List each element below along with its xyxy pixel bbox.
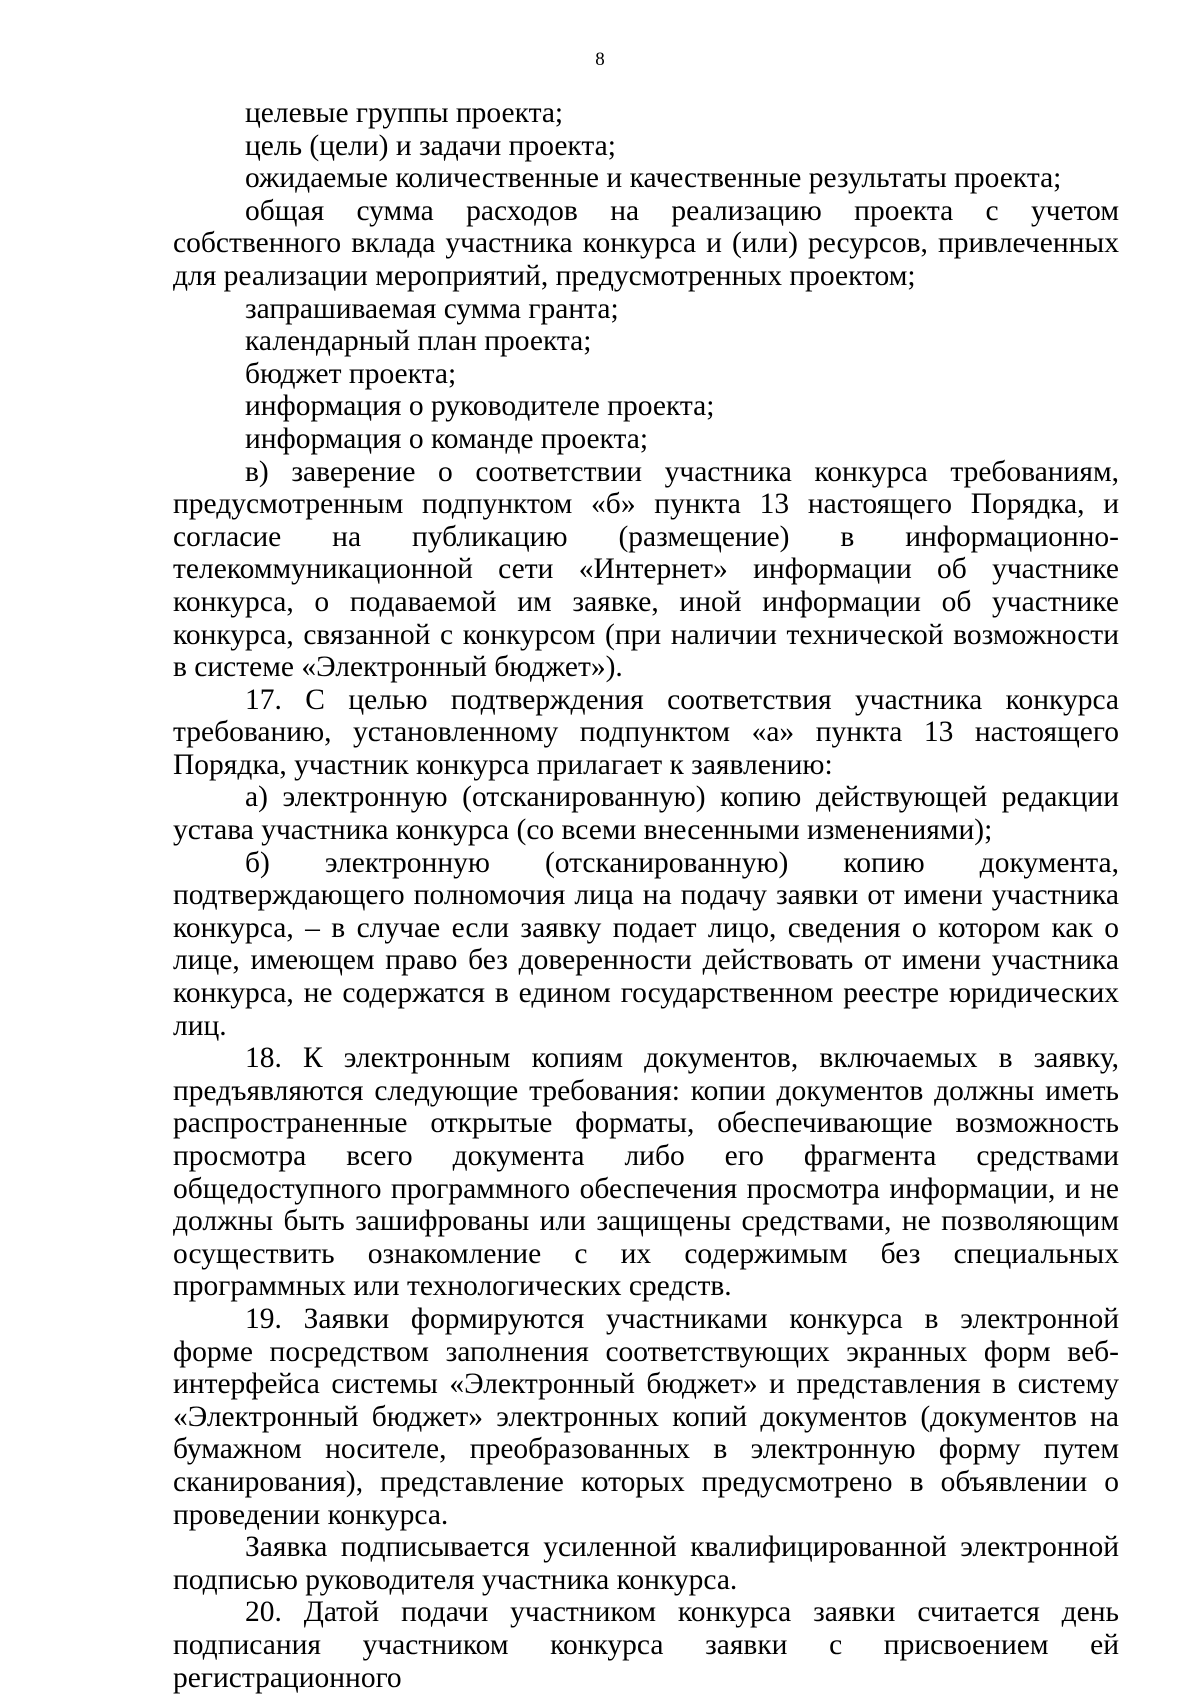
- paragraph: информация о команде проекта;: [245, 422, 649, 455]
- paragraph: цель (цели) и задачи проекта;: [245, 129, 616, 162]
- paragraph: общая сумма расходов на реализацию проекта с учетом собственного вклада участника конкурса и (или) ресурсов, привлеченных для реализации мероприятий, предусмотренных проектом;: [173, 194, 1119, 292]
- paragraph: запрашиваемая сумма гранта;: [245, 292, 619, 325]
- paragraph: в) заверение о соответствии участника конкурса требованиям, предусмотренным подпунктом «б» пункта 13 настоящего Порядка, и согласие на публикацию (размещение) в информационно-телекоммуникационной сети «Интернет» информации об участнике конкурса, о подаваемой им заявке, иной информации об участнике конкурса, связанной с конкурсом (при наличии технической возможности в системе «Электронный бюджет»).: [173, 455, 1119, 684]
- paragraph: календарный план проекта;: [245, 325, 592, 358]
- paragraph: Заявка подписывается усиленной квалифицированной электронной подписью руководителя участника конкурса.: [173, 1531, 1119, 1596]
- document-body: [173, 97, 1119, 1694]
- paragraph: 17. С целью подтверждения соответствия участника конкурса требованию, установленному подпунктом «а» пункта 13 настоящего Порядка, участник конкурса прилагает к заявлению:: [173, 683, 1119, 781]
- paragraph: 18. К электронным копиям документов, включаемых в заявку, предъявляются следующие требования: копии документов должны иметь распространенные открытые форматы, обеспечивающие возможность просмотра всего документа либо его фрагмента средствами общедоступного программного обеспечения просмотра информации, и не должны быть зашифрованы или защищены средствами, не позволяющим осуществить ознакомление с их содержимым без специальных программных или технологических средств.: [173, 1042, 1119, 1303]
- paragraph: 20. Датой подачи участником конкурса заявки считается день подписания участником конкурса заявки с присвоением ей регистрационного: [173, 1596, 1119, 1694]
- paragraph: ожидаемые количественные и качественные результаты проекта;: [245, 162, 1062, 195]
- paragraph: бюджет проекта;: [245, 357, 457, 390]
- paragraph: целевые группы проекта;: [245, 97, 564, 129]
- page-number: 8: [595, 49, 605, 70]
- paragraph: а) электронную (отсканированную) копию действующей редакции устава участника конкурса (со всеми внесенными изменениями);: [173, 781, 1119, 847]
- paragraph: информация о руководителе проекта;: [245, 390, 715, 423]
- paragraph: 19. Заявки формируются участниками конкурса в электронной форме посредством заполнения соответствующих экранных форм веб-интерфейса системы «Электронный бюджет» и представления в систему «Электронный бюджет» электронных копий документов (документов на бумажном носителе, преобразованных в электронную форму путем сканирования), представление которых предусмотрено в объявлении о проведении конкурса.: [173, 1302, 1119, 1531]
- paragraph: б) электронную (отсканированную) копию документа, подтверждающего полномочия лица на подачу заявки от имени участника конкурса, – в случае если заявку подает лицо, сведения о котором как о лице, имеющем право без доверенности действовать от имени участника конкурса, не содержатся в едином государственном реестре юридических лиц.: [173, 846, 1119, 1042]
